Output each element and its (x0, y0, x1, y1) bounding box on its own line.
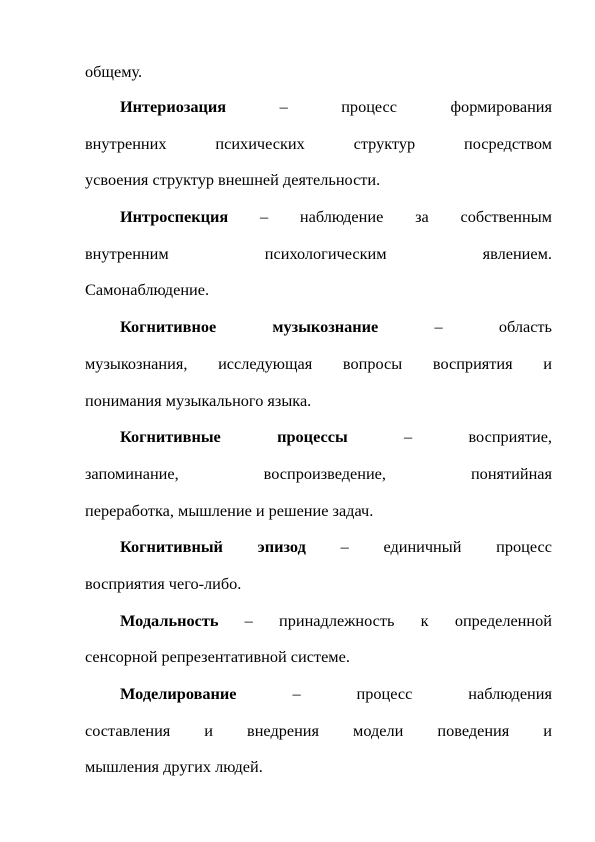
text-word: формирования (450, 97, 552, 116)
text-word: сенсорной репрезентативной системе. (85, 647, 350, 667)
text-line (85, 566, 552, 603)
text-word: понимания музыкального языка. (85, 390, 312, 410)
text-line (85, 419, 552, 456)
glossary-term: Интроспекция (120, 207, 229, 227)
text-line (85, 89, 552, 126)
text-word: и (543, 353, 552, 373)
glossary-term: Модальность (120, 610, 219, 630)
text-word: восприятия (432, 353, 513, 373)
text-word: – (404, 427, 413, 447)
text-word: за (415, 207, 429, 227)
text-word: воспроизведение, (263, 463, 386, 483)
text-word: определенной (454, 610, 552, 630)
text-word: – (292, 684, 301, 703)
text-word: общему. (85, 62, 143, 81)
text-word: восприятие, (468, 427, 552, 447)
text-word: и (204, 720, 214, 740)
text-word: наблюдения (468, 684, 552, 703)
text-line (85, 676, 552, 713)
text-word: к (420, 610, 429, 630)
text-word: единичный (383, 537, 462, 557)
text-word: процесс (356, 684, 413, 703)
text-word: наблюдение (299, 207, 384, 227)
text-line (85, 383, 552, 420)
text-line (85, 272, 552, 309)
text-word: усвоения структур внешней деятельности. (85, 170, 381, 190)
text-word: собственным (460, 207, 552, 227)
text-word: модели (353, 720, 404, 740)
text-line (85, 236, 552, 273)
text-line (85, 639, 552, 676)
text-word: вопросы (342, 353, 403, 373)
text-word: музыкознания, (85, 353, 188, 373)
text-line (85, 749, 552, 786)
text-word: исследующая (218, 353, 313, 373)
glossary-term: Когнитивный (120, 537, 223, 557)
text-line (85, 529, 552, 566)
text-line (85, 199, 552, 236)
glossary-term: Когнитивные (120, 427, 221, 447)
text-line (85, 603, 552, 640)
text-word: поведения (437, 720, 510, 740)
glossary-term: Моделирование (120, 684, 237, 703)
text-line (85, 493, 552, 530)
text-word: мышления других людей. (85, 757, 263, 777)
text-line (85, 713, 552, 750)
text-word: внутренним (85, 243, 169, 263)
glossary-term: эпизод (257, 537, 306, 557)
text-line (85, 162, 552, 199)
text-word: запоминание, (85, 463, 179, 483)
text-word: область (498, 317, 552, 337)
text-word: понятийная (470, 463, 552, 483)
text-word: – (434, 317, 443, 337)
text-word: – (279, 97, 288, 116)
text-word: процесс (496, 537, 552, 557)
glossary-term: музыкознание (272, 317, 379, 337)
text-line (85, 346, 552, 383)
text-word: структур (353, 133, 416, 153)
text-word: Самонаблюдение. (85, 280, 210, 300)
text-line (85, 55, 552, 89)
text-word: и (543, 720, 552, 740)
text-word: переработка, мышление и решение задач. (85, 500, 374, 520)
glossary-term: Когнитивное (120, 317, 217, 337)
glossary-text (85, 55, 552, 786)
text-word: принадлежность (279, 610, 395, 630)
text-word: – (244, 610, 253, 630)
text-line (85, 126, 552, 163)
text-word: внедрения (247, 720, 320, 740)
glossary-term: процессы (277, 427, 348, 447)
text-word: психических (215, 133, 305, 153)
text-word: составления (85, 720, 171, 740)
text-word: восприятия чего-либо. (85, 573, 242, 593)
text-line (85, 309, 552, 346)
glossary-term: Интериозация (120, 97, 227, 116)
text-word: – (340, 537, 349, 557)
text-word: посредством (464, 133, 552, 153)
text-word: психологическим (264, 243, 387, 263)
text-line (85, 456, 552, 493)
text-word: процесс (341, 97, 398, 116)
text-word: – (259, 207, 269, 227)
text-word: явлением. (482, 243, 552, 263)
text-word: внутренних (85, 133, 167, 153)
